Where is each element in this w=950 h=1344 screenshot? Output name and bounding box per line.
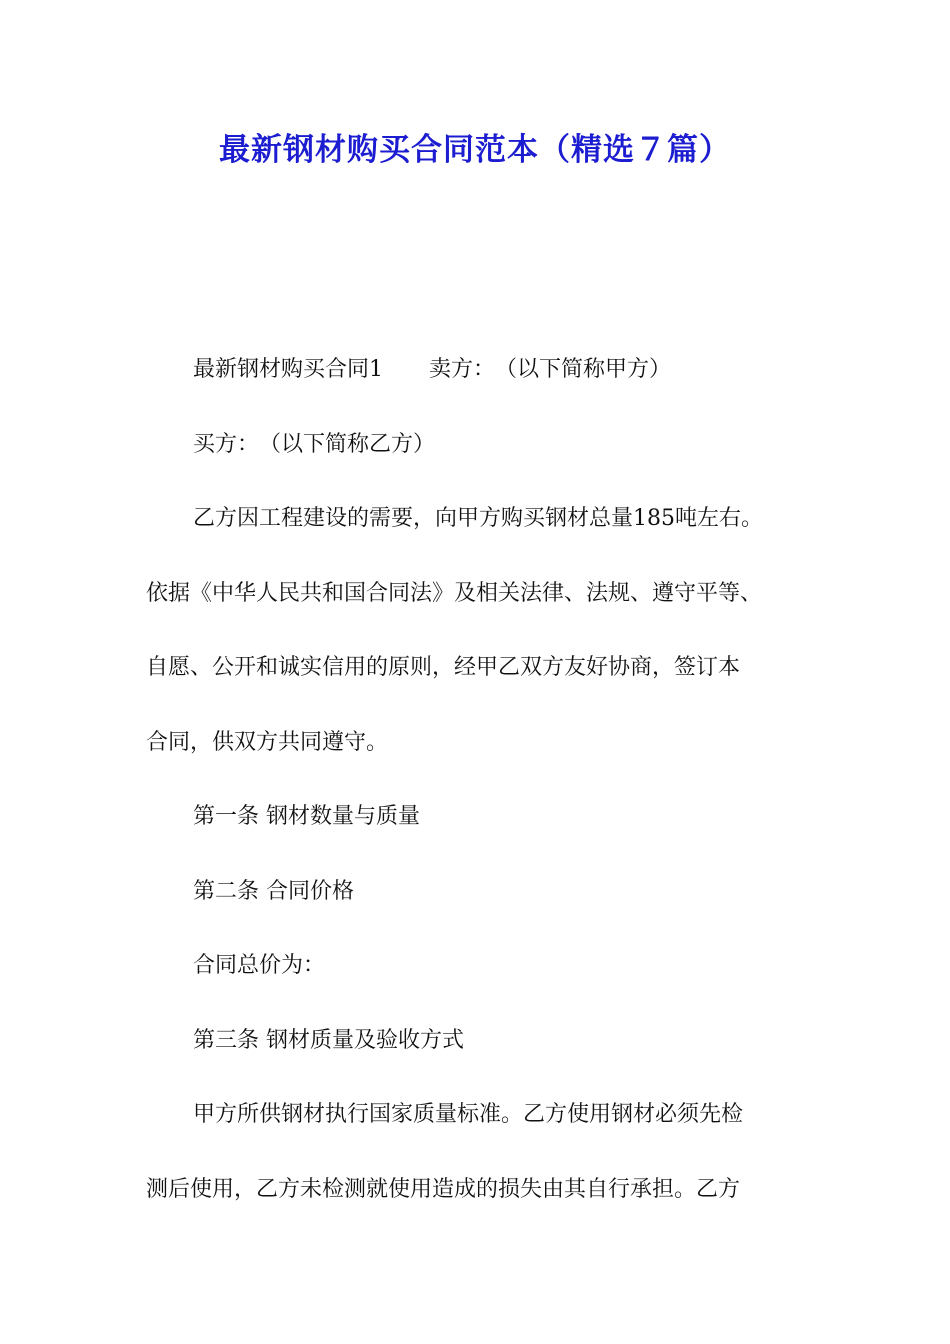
paragraph-line: 合同总价为：	[193, 953, 326, 978]
article-heading: 第一条 钢材数量与质量	[193, 804, 420, 829]
document-title: 最新钢材购买合同范本（精选７篇）	[219, 132, 731, 168]
buyer-line: 买方： （以下简称乙方）	[193, 431, 436, 457]
paragraph-line: 自愿、公开和诚实信用的原则，经甲乙双方友好协商，签订本	[146, 655, 741, 680]
paragraph-line: 乙方因工程建设的需要，向甲方购买钢材总量185吨左右。	[193, 506, 763, 531]
paragraph-line: 甲方所供钢材执行国家质量标准。乙方使用钢材必须先检	[193, 1102, 744, 1127]
paragraph-line	[146, 333, 826, 408]
paragraph-line: 合同，供双方共同遵守。	[146, 729, 389, 755]
document-body	[146, 333, 826, 1227]
paragraph-line: 测后使用，乙方未检测就使用造成的损失由其自行承担。乙方	[146, 1176, 741, 1202]
article-heading: 第三条 钢材质量及验收方式	[193, 1027, 464, 1053]
article-heading: 第二条 合同价格	[193, 878, 354, 904]
contract-heading: 最新钢材购买合同1	[193, 357, 383, 382]
seller-line: 卖方： （以下简称甲方）	[429, 357, 672, 382]
paragraph-line: 依据《中华人民共和国合同法》及相关法律、法规、遵守平等、	[146, 580, 763, 606]
